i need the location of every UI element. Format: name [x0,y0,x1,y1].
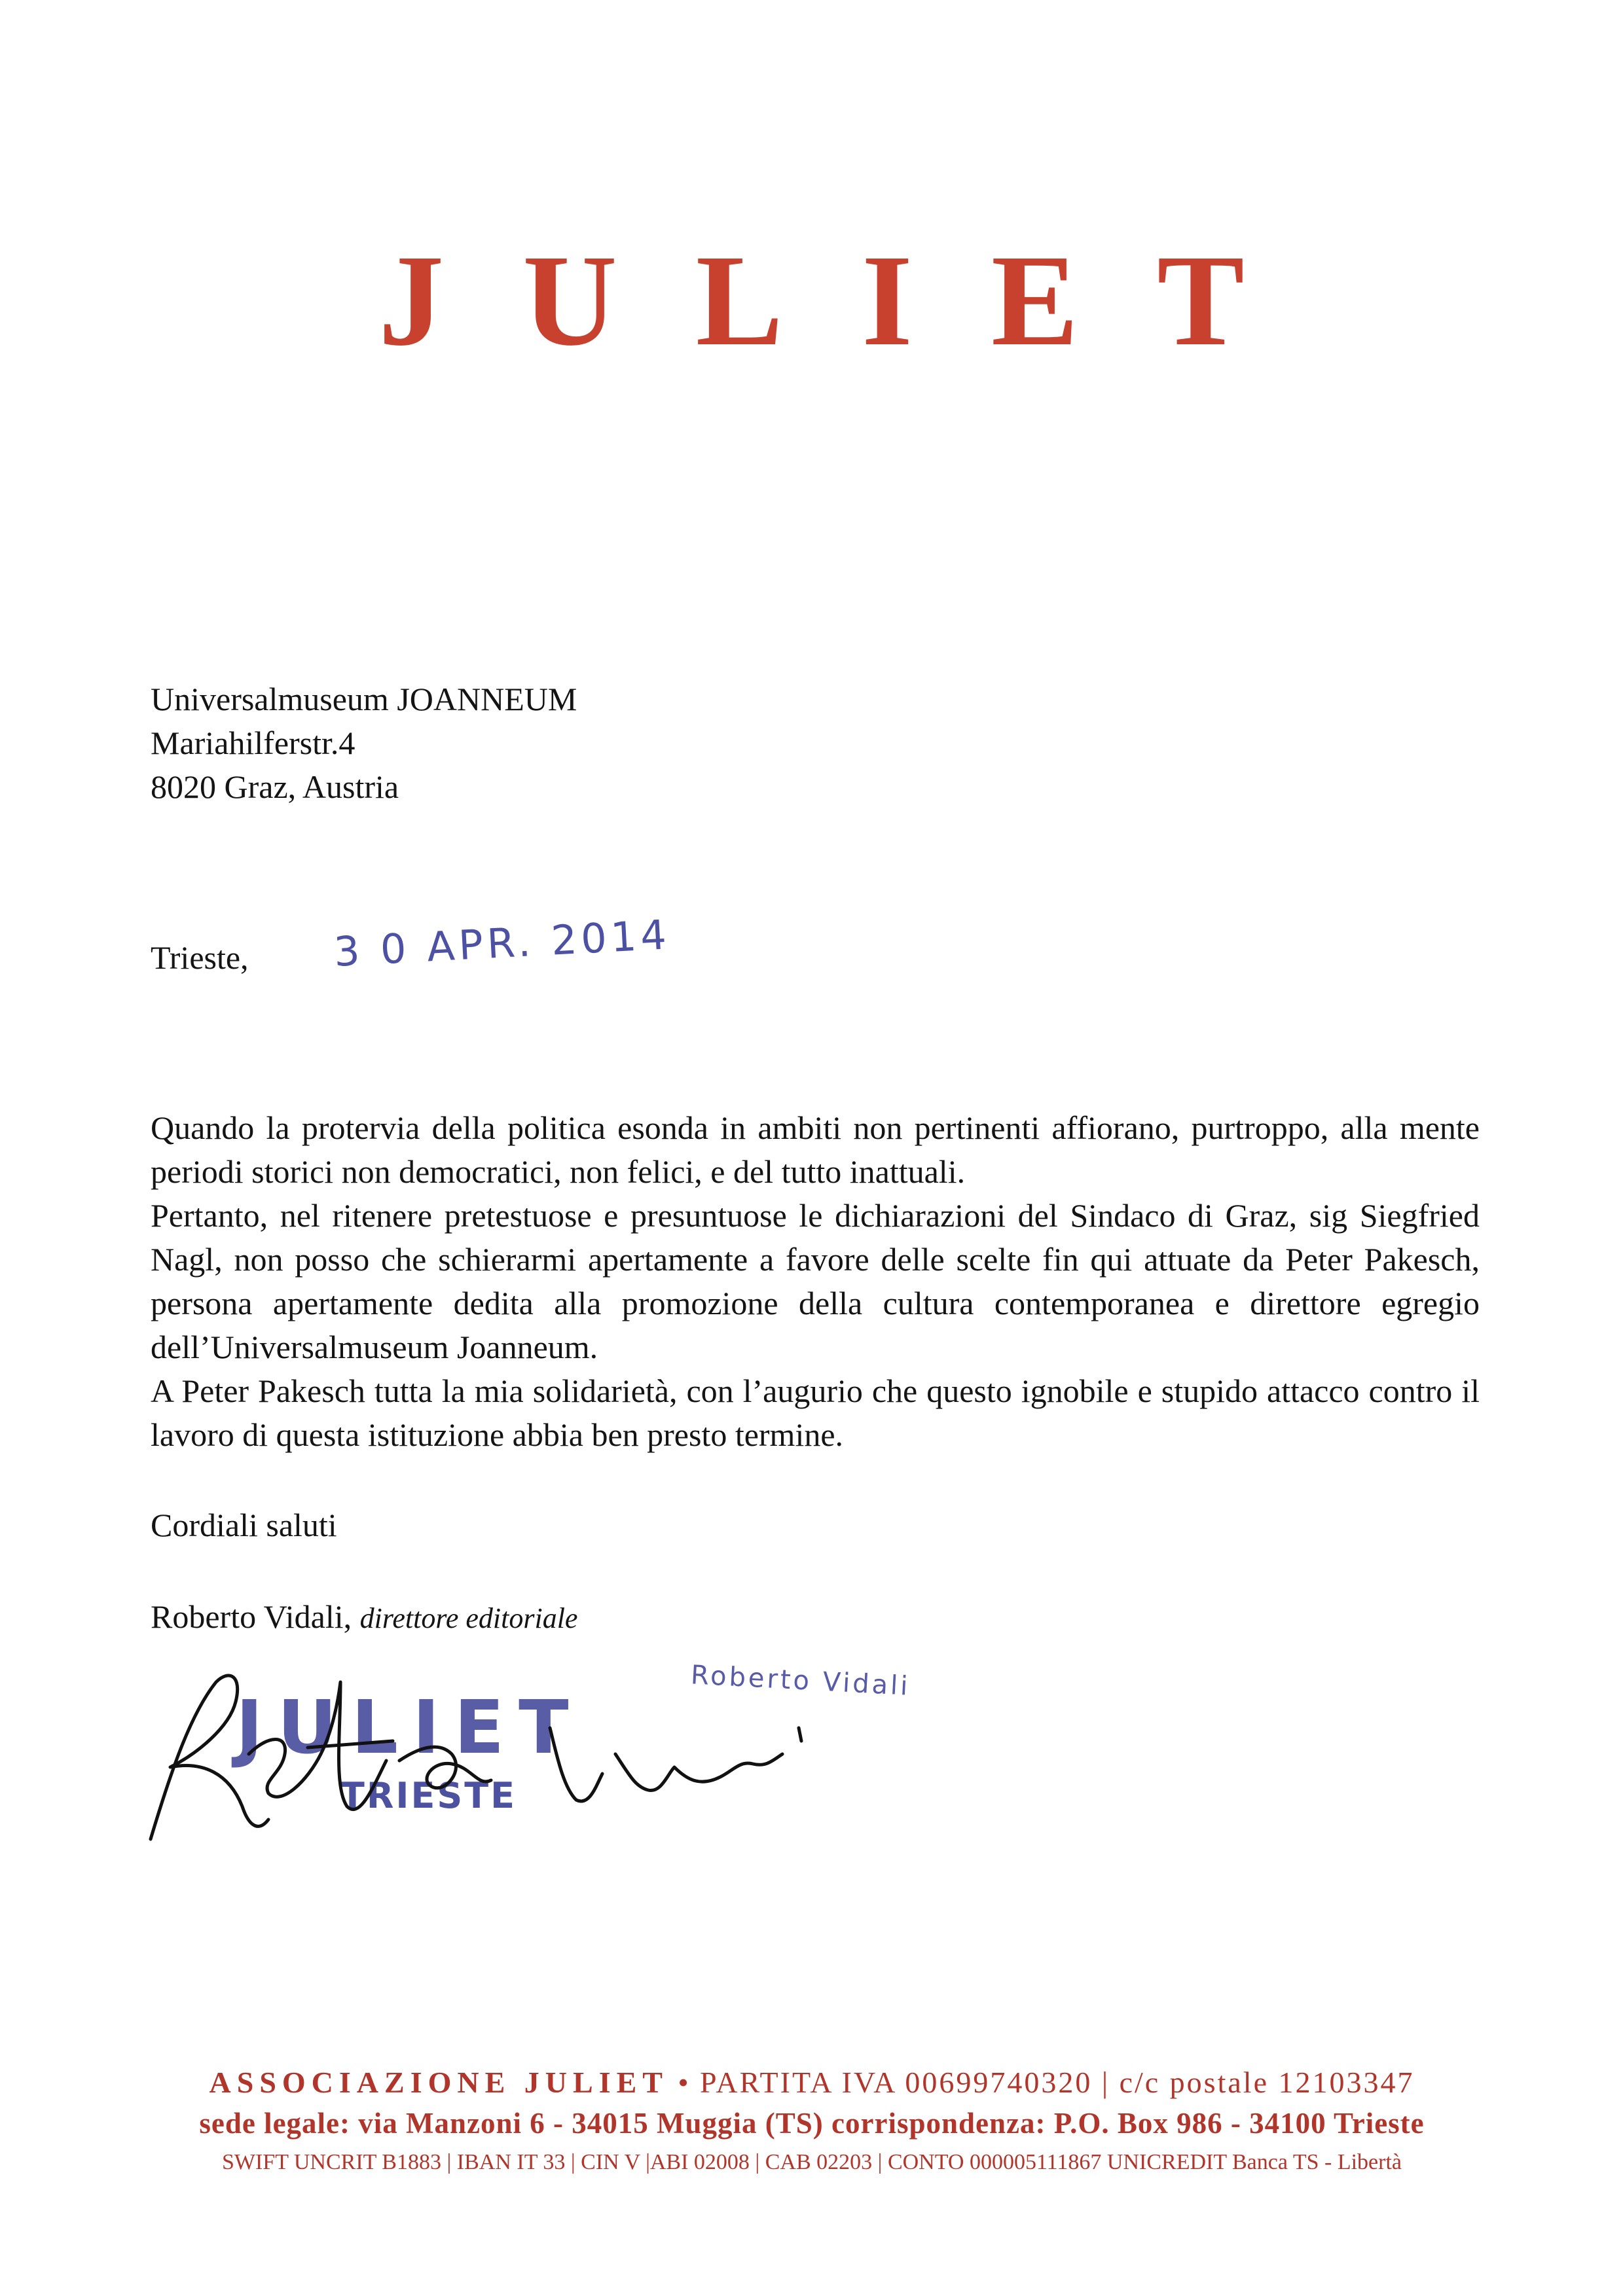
body-paragraph: A Peter Pakesch tutta la mia solidarietà, con l’augurio che questo ignobile e stupido attacco contro il lavoro di questa istituzione abbia ben presto termine. [151,1372,1480,1453]
closing-salutation: Cordiali saluti [151,1507,337,1543]
footer-line-3: SWIFT UNCRIT B1883 | IBAN IT 33 | CIN V |ABI 02008 | CAB 02203 | CONTO 000005111867 UNICREDIT Banca TS - Libertà [221,2150,1402,2174]
letter-body [151,1106,1480,1457]
footer-line-1 [118,2065,1506,2100]
signer-name: Roberto Vidali, [151,1598,352,1635]
letterhead-title: JULIET [378,228,1323,373]
body-paragraph: Pertanto, nel ritenere pretestuose e presuntuose le dichiarazioni del Sindaco di Graz, sig Siegfried Nagl, non posso che schierarmi apertamente a favore delle scelte fin qui attuate da Peter Pakesch, persona apertamente dedita alla promozione della cultura contemporanea e direttore egregio dell’Universalmuseum Joanneum. [151,1197,1480,1365]
signer-role: direttore editoriale [359,1602,578,1634]
recipient-line: 8020 Graz, Austria [151,768,399,805]
body-paragraph: Quando la protervia della politica esonda in ambiti non pertinenti affiorano, purtroppo, alla mente periodi storici non democratici, non felici, e del tutto inattuali. [151,1109,1480,1190]
signer-line [151,1597,577,1638]
recipient-line: Universalmuseum JOANNEUM [151,681,577,717]
footer-association: ASSOCIAZIONE JULIET [209,2066,668,2099]
brand-stamp: JULIET [236,1685,583,1770]
footer-line-2: sede legale: via Manzoni 6 - 34015 Muggia (TS) corrispondenza: P.O. Box 986 - 34100 Trieste [199,2107,1425,2140]
recipient-address [151,677,577,809]
date-place: Trieste, [151,939,249,976]
recipient-line: Mariahilferstr.4 [151,725,356,761]
handwritten-signature [144,1656,864,1852]
date-stamp: 3 0 APR. 2014 [333,910,672,976]
city-stamp: TRIESTE [340,1775,517,1816]
footer-vat: • PARTITA IVA 00699740320 | c/c postale 12103347 [678,2066,1415,2099]
name-stamp: Roberto Vidali [690,1660,911,1702]
